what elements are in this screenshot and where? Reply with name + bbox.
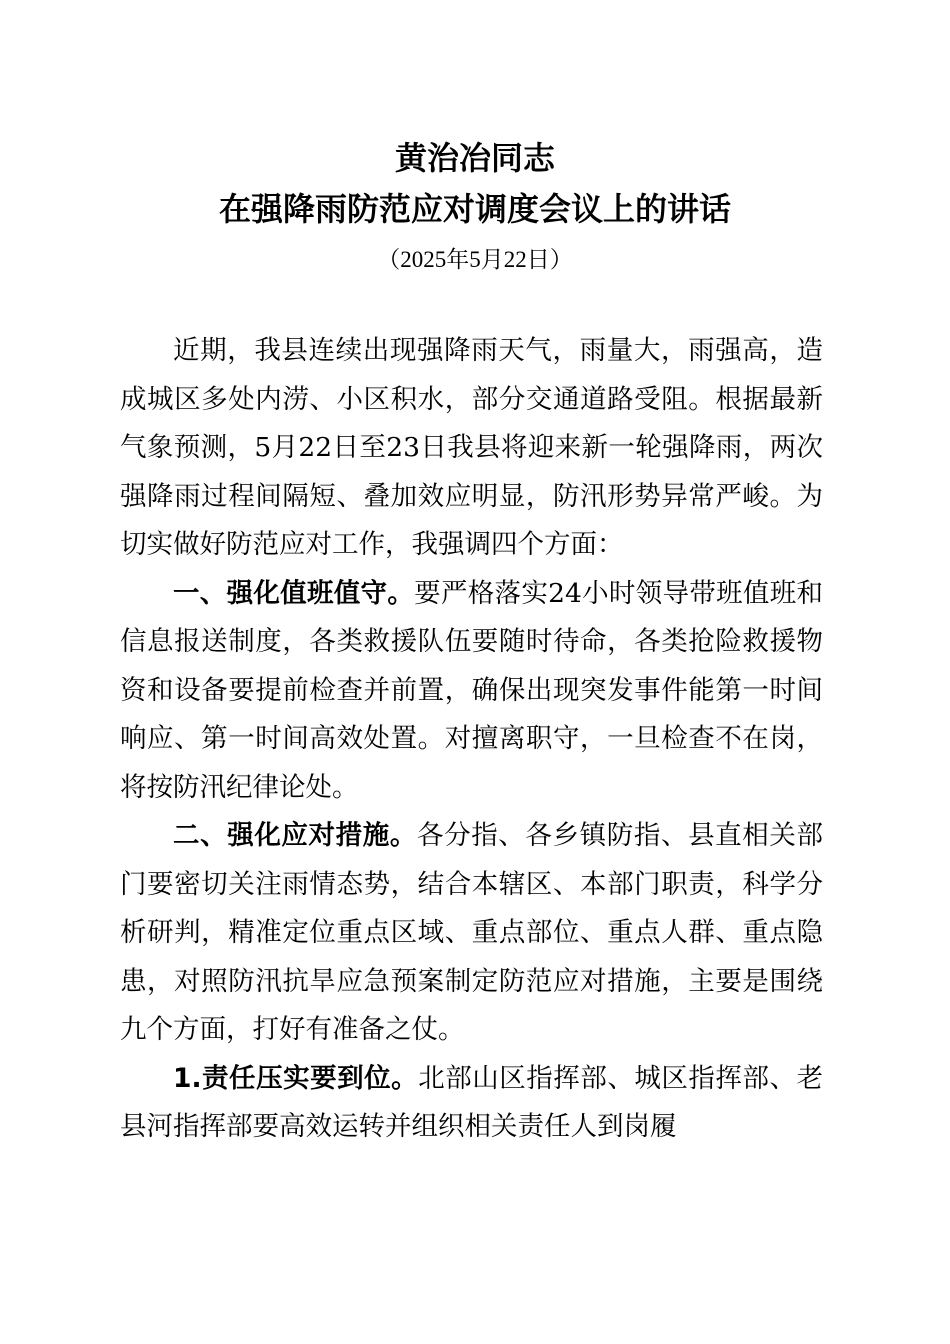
paragraph-section-2: [120, 812, 823, 1055]
section-heading: 一、强化值班值守。: [173, 577, 415, 609]
document-body: [120, 327, 823, 1152]
section-heading: 二、强化应对措施。: [173, 820, 417, 851]
speech-title: 在强降雨防范应对调度会议上的讲话: [218, 190, 731, 228]
paragraph-text: 各分指、各乡镇防指、县直相关部门要密切关注雨情态势，结合本辖区、本部门职责，科学分析研判，精准定位重点区域、重点部位、重点人群、重点隐患，对照防汛抗旱应急预案制定防范应对措施，主要是围绕九个方面，打好有准备之仗。: [120, 820, 824, 1045]
speech-date: （2025年5月22日）: [377, 247, 573, 272]
paragraph-text: 要严格落实24小时领导带班值班和信息报送制度，各类救援队伍要随时待命，各类抢险救援物资和设备要提前检查并前置，确保出现突发事件能第一时间响应、第一时间高效处置。对擅离职守，一旦检查不在岗，将按防汛纪律论处。: [120, 577, 823, 803]
item-heading: 1.责任压实要到位。: [173, 1062, 419, 1094]
paragraph-text: 近期，我县连续出现强降雨天气，雨量大，雨强高，造成城区多处内涝、小区积水，部分交通道路受阻。根据最新气象预测，5月22日至23日我县将迎来新一轮强降雨，两次强降雨过程间隔短、叠加效应明显，防汛形势异常严峻。为切实做好防范应对工作，我强调四个方面：: [120, 335, 823, 560]
paragraph-section-1: [120, 570, 823, 813]
paragraph-text: 北部山区指挥部、城区指挥部、老县河指挥部要高效运转并组织相关责任人到岗履: [120, 1062, 823, 1142]
speaker-title: 黄治冶同志: [394, 139, 555, 177]
paragraph-intro: [120, 327, 823, 570]
paragraph-item-1: [120, 1055, 823, 1152]
